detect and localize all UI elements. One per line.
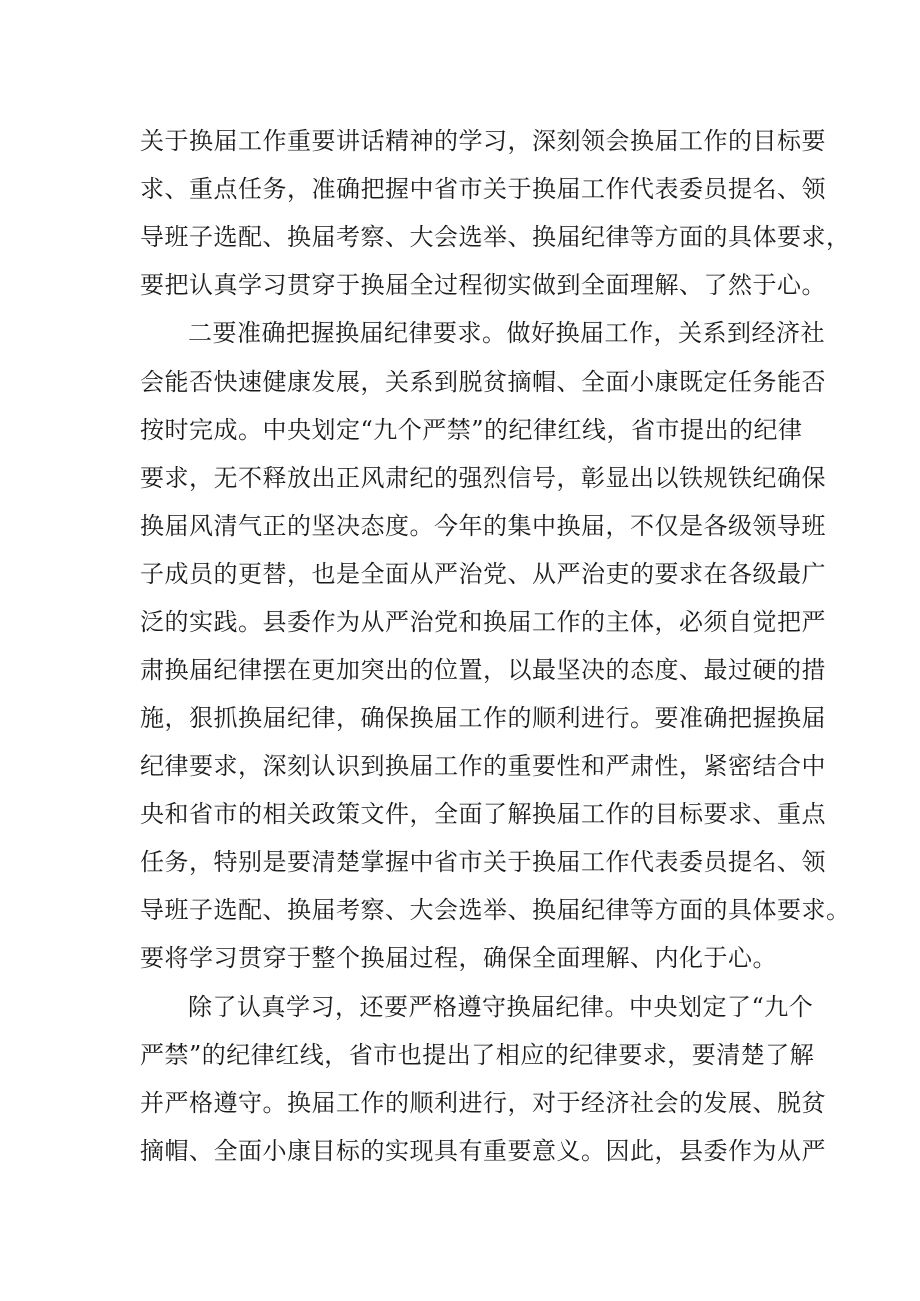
text-line: 求、重点任务，准确把握中省市关于换届工作代表委员提名、领 bbox=[140, 175, 826, 203]
text-line: 要将学习贯穿于整个换届过程，确保全面理解、内化于心。 bbox=[140, 944, 777, 972]
text-line: 要把认真学习贯穿于换届全过程彻实做到全面理解、了然于心。 bbox=[140, 271, 826, 299]
text-line: 纪律要求，深刻认识到换届工作的重要性和严肃性，紧密结合中 bbox=[140, 752, 826, 780]
text-line: 泛的实践。县委作为从严治党和换届工作的主体，必须自觉把严 bbox=[140, 608, 826, 636]
text-line: 施，狠抓换届纪律，确保换届工作的顺利进行。要准确把握换届 bbox=[140, 704, 826, 732]
text-line: 肃换届纪律摆在更加突出的位置，以最坚决的态度、最过硬的措 bbox=[140, 656, 826, 684]
text-line: 会能否快速健康发展，关系到脱贫摘帽、全面小康既定任务能否 bbox=[140, 368, 826, 396]
paragraph-first-line: 二要准确把握换届纪律要求。做好换届工作，关系到经济社 bbox=[188, 319, 825, 347]
text-line: 要求，无不释放出正风肃纪的强烈信号，彰显出以铁规铁纪确保 bbox=[140, 464, 826, 492]
text-line: 摘帽、全面小康目标的实现具有重要意义。因此，县委作为从严 bbox=[140, 1137, 826, 1165]
text-line: 央和省市的相关政策文件，全面了解换届工作的目标要求、重点 bbox=[140, 800, 826, 828]
text-line: 任务，特别是要清楚掌握中省市关于换届工作代表委员提名、领 bbox=[140, 848, 826, 876]
text-line: 子成员的更替，也是全面从严治党、从严治吏的要求在各级最广 bbox=[140, 560, 826, 588]
paragraph-first-line: 除了认真学习，还要严格遵守换届纪律。中央划定了“九个 bbox=[188, 993, 814, 1021]
text-line: 关于换届工作重要讲话精神的学习，深刻领会换届工作的目标要 bbox=[140, 127, 826, 155]
text-line: 导班子选配、换届考察、大会选举、换届纪律等方面的具体要求， bbox=[140, 223, 851, 251]
text-line: 按时完成。中央划定“九个严禁”的纪律红线，省市提出的纪律 bbox=[140, 416, 803, 444]
text-line: 严禁”的纪律红线，省市也提出了相应的纪律要求，要清楚了解 bbox=[140, 1041, 815, 1069]
text-line: 换届风清气正的坚决态度。今年的集中换届，不仅是各级领导班 bbox=[140, 512, 826, 540]
text-line: 导班子选配、换届考察、大会选举、换届纪律等方面的具体要求。 bbox=[140, 896, 851, 924]
text-line: 并严格遵守。换届工作的顺利进行，对于经济社会的发展、脱贫 bbox=[140, 1089, 826, 1117]
